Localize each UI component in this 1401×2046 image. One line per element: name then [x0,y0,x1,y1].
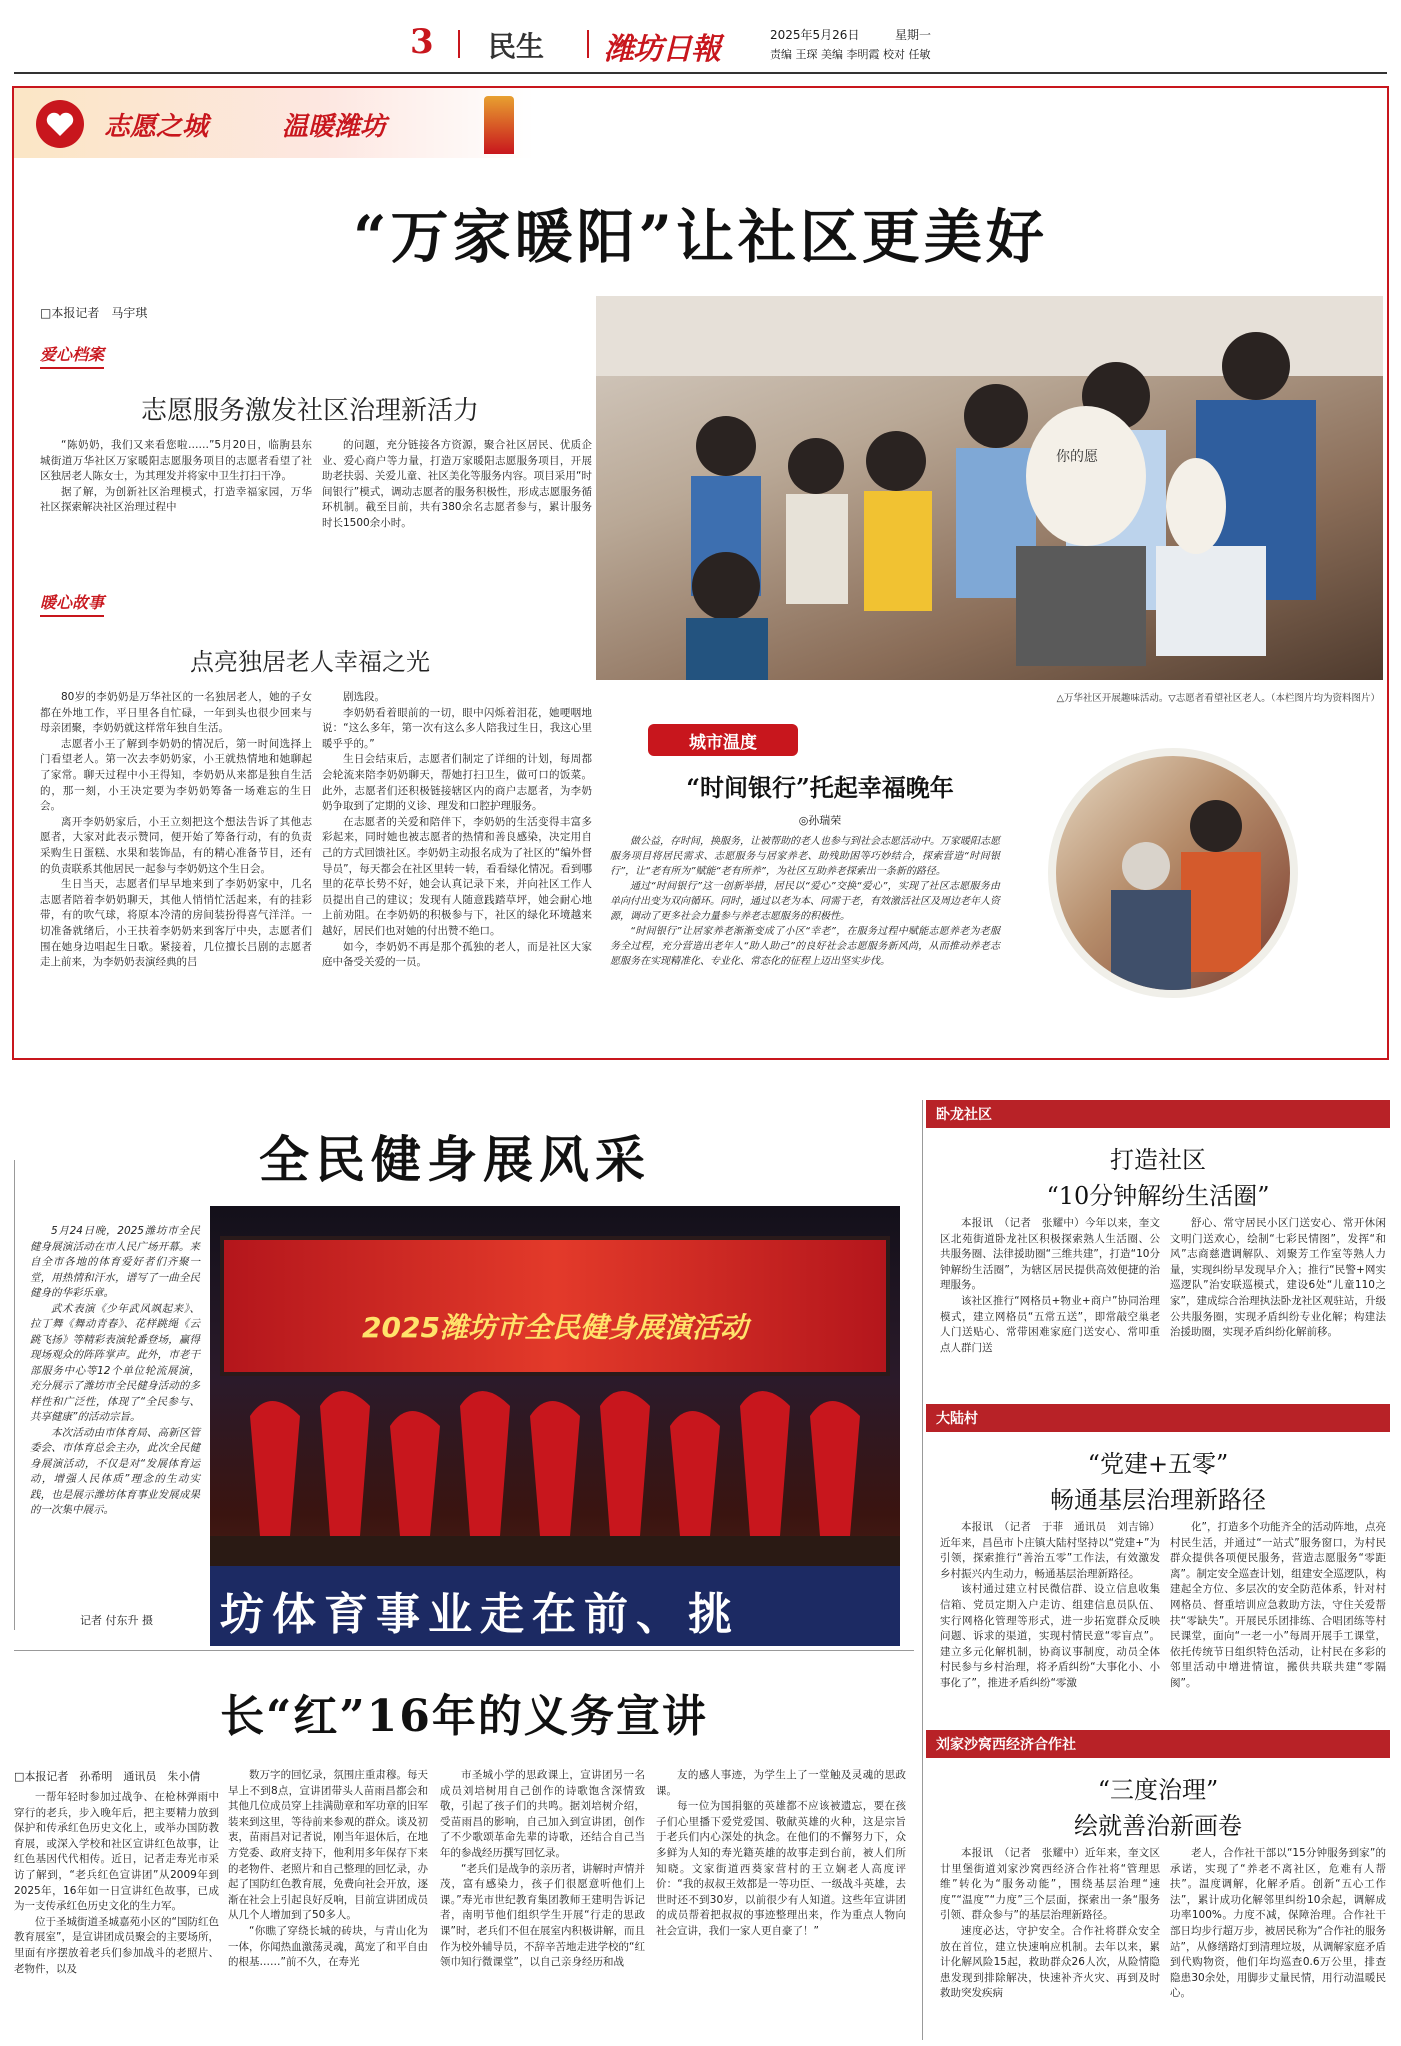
lecture-column-3 [440,1768,645,1971]
article-paragraph: 5月24日晚，2025潍坊市全民健身展演活动在市人民广场开幕。来自全市各地的体育爱好者们齐聚一堂，用热情和汗水，谱写了一曲全民健身的华彩乐章。 [30,1225,200,1299]
article-paragraph: 80岁的李奶奶是万华社区的一名独居老人，她的子女都在外地工作，平日里各自忙碌，一年到头也很少回来与母亲团聚，李奶奶就这样常年独自生活。 [40,691,312,735]
banner-title-left: 志愿之城 [104,112,209,142]
wolong-head-1: 打造社区 [1110,1146,1206,1174]
right-column-rule [922,1100,923,2040]
stage-slogan-text: 坊体育事业走在前、挑 [220,1589,740,1640]
article-paragraph: 本报讯 （记者 张耀中）今年以来，奎文区北苑街道卧龙社区积极探索熟人生活圈、公共服务圈、法律援助圈“三维共建”，打造“10分钟解纷生活圈”，为辖区居民提供高效便捷的治理服务。 [940,1217,1160,1292]
volunteer-banner [14,88,534,158]
liujiasha-tag: 刘家沙窝西经济合作社 [926,1730,1390,1758]
fitness-credit: 记者 付东升 摄 [80,1614,153,1627]
stage-banner-text: 2025潍坊市全民健身展演活动 [362,1311,748,1344]
article-paragraph: 剧选段。 [343,691,385,703]
fitness-text [30,1224,200,1519]
fitness-side-rule [14,1160,15,1630]
article-paragraph: 本报讯 （记者 于菲 通讯员 刘吉锦）近年来，昌邑市卜庄镇大陆村坚持以“党建+”为引领，探索推行“善治五零”工作法，有效激发乡村振兴内生动力，畅通基层治理新路径。 [940,1521,1160,1580]
lecture-top-rule [14,1650,914,1651]
story-column-1 [40,690,312,971]
article-paragraph: 生日当天，志愿者们早早地来到了李奶奶家中，几名志愿者陪着李奶奶聊天，其他人悄悄忙活起来，有的挂彩带，有的吹气球，将原本冷清的房间装扮得喜气洋洋。一切准备就绪后，小王扶着李奶奶来到客厅中央，志愿者们围在她身边唱起生日歌。紧接着，几位擅长吕剧的志愿者走上前来，为李奶奶表演经典的吕 [40,878,312,969]
article-paragraph: 李奶奶看着眼前的一切，眼中闪烁着泪花，她哽咽地说：“这么多年，第一次有这么多人陪我过生日，我这心里暖乎乎的。” [322,706,592,750]
daluncun-tag: 大陆村 [926,1404,1390,1432]
lecture-headline: 长“红”16年的义务宣讲 [220,1691,708,1742]
banner-title-right: 温暖潍坊 [282,112,387,142]
lead-paragraph: 据了解，为创新社区治理模式，打造幸福家园，万华社区探索解决社区治理过程中 [40,485,312,514]
liujiasha-head-2: 绘就善治新画卷 [1074,1812,1242,1840]
daluncun-head-2: 畅通基层治理新路径 [1050,1486,1266,1514]
article-paragraph: 每一位为国捐躯的英雄都不应该被遗忘，要在孩子们心里播下爱党爱国、敬献英雄的火种，这是宗旨于老兵们内心深处的执念。在他们的不懈努力下，众多鲜为人知的寿光籍英雄的故事走到台前，被人们所知晓。文家街道西葵家营村的王立娴老人高度评价：“我的叔叔王效都是一等功臣、一级战斗英雄，去世时还不到30岁，以前很少有人知道。这些年宣讲团的成员帮着把叔叔的事迹整理出来，作为重点人物向社会宣讲，我们一家人更自豪了！” [656,1800,906,1937]
article-paragraph: 该村通过建立村民微信群、设立信息收集信箱、党员定期入户走访、组建信息员队伍、实行网格化管理等形式，进一步拓宽群众反映问题、诉求的渠道，实现村情民意“零盲点”。建立多元化解机制，协商议事制度，动员全体村民参与乡村治理，将矛盾纠纷“大事化小、小事化了”，推进矛盾纠纷“零激 [940,1583,1160,1689]
article-paragraph: 在志愿者的关爱和陪伴下，李奶奶的生活变得丰富多彩起来，同时她也被志愿者的热情和善良感染，决定用自己的方式回馈社区。李奶奶主动报名成为了社区的“编外督导员”，每天都会在社区里转一转，看看绿化情况。看到哪里的花草长势不好，她会认真记录下来，并向社区工作人员提出自己的建议；发现有人随意践踏草坪，她会耐心地上前劝阻。在李奶奶的积极参与下，社区的绿化环境越来越好，居民们也对她的付出赞不绝口。 [322,815,592,937]
article-paragraph: 老人，合作社干部以“15分钟服务到家”的承诺，实现了“养老不离社区，危难有人帮扶”。温度调解，化解矛盾。创新“五心工作法”，累计成功化解邻里纠纷10余起，调解成功率100%。力度不减，保障治理。合作社干部日均步行超万步，被居民称为“合作社的服务站”，从修缮路灯到清理垃圾，从调解家庭矛盾到代购物资，他们年均巡查0.6万公里，排查隐患30余处，用脚步丈量民情，用行动温暖民心。 [1170,1847,1386,2000]
lecture-column-1 [14,1790,219,1977]
time-bank-kicker: 城市温度 [689,733,757,753]
lecture-column-2 [228,1768,428,1971]
paper-logo: 潍坊日報 [604,32,720,67]
article-paragraph: 友的感人事迹，为学生上了一堂触及灵魂的思政课。 [656,1769,906,1797]
liujiasha-column-2 [1170,1846,1386,2002]
masthead-divider-2 [587,30,589,58]
kicker-love-archive: 爱心档案 [40,342,104,365]
article-paragraph: 市圣城小学的思政课上，宣讲团另一名成员刘培树用自己创作的诗歌饱含深情致敬，引起了孩子们的共鸣。据刘培树介绍，受苗雨昌的影响，自己加入到宣讲团，创作了不少歌颂革命先辈的诗歌，还结合自己当年的参战经历撰写回忆录。 [440,1769,645,1859]
article-paragraph: 舒心、常守居民小区门送安心、常开休闲文明门送欢心，绘制“七彩民情图”，发挥“和风”志商慈遣调解队、刘聚芳工作室等熟人力量，实现纠纷早发现早介入；推行“民警+网实巡逻队”治安联巡模式，建设6处“儿童110之家”，建成综合治理执法卧龙社区观驻站，升级公共服务圈，实现矛盾纠纷专业化解；构建法治援助圈，实现矛盾纠纷化解前移。 [1170,1217,1386,1339]
article-paragraph: 武术表演《少年武风飒起来》、拉丁舞《舞动青春》、花样跳绳《云跳飞扬》等精彩表演轮番登场，赢得现场观众的阵阵掌声。此外，市老干部服务中心等12个单位轮流展演，充分展示了潍坊市全民健身活动的多样性和广泛性，体现了“全民参与、共享健康”的活动宗旨。 [30,1302,200,1423]
article-paragraph: 一帮年轻时参加过战争、在枪林弹雨中穿行的老兵，步入晚年后，把主要精力放到保护和传承红色历史文化上，或举办国防教育展，或深入学校和社区宣讲红色故事，让红色基因代代相传。近日，记者走寿光市采访了解到，“老兵红色宣讲团”从2009年到2025年，16年如一日宣讲红色故事，已成为一支传承红色历史文化的生力军。 [14,1791,219,1913]
article-paragraph: 该社区推行“网格员+物业+商户”协同治理模式，建立网格员“五常五送”，即常敲空巢老人门送贴心、常带困难家庭门送安心、常叩重点人群门送 [940,1294,1160,1354]
plate-handwriting: 你的愿 [1056,449,1098,465]
article-paragraph: “你瞧了穿绕长城的砖块，与青山化为一体，你闻热血激荡灵魂，萬宠了和平自由的根基……”前不久，在寿光 [228,1924,428,1969]
article-paragraph: 离开李奶奶家后，小王立刻把这个想法告诉了其他志愿者，大家对此表示赞同，便开始了筹备行动，有的负责采购生日蛋糕、水果和装饰品，有的精心准备节目，还有的负责联系其他居民一起参与李奶奶这个生日会。 [40,815,312,875]
heart-logo-icon [36,100,84,148]
masthead [0,0,1401,72]
lecture-column-4 [656,1768,906,1940]
lead-paragraph: “陈奶奶，我们又来看您啦……”5月20日，临朐县东城街道万华社区万家暖阳志愿服务项目的志愿者看望了社区独居老人陈女士，为其理发并将家中卫生打扫干净。 [40,439,312,483]
photo-caption: △万华社区开展趣味活动。▽志愿者看望社区老人。（本栏图片均为资料图片） [1056,693,1380,704]
time-bank-byline: ◎孙瑞荣 [798,814,842,827]
community-activity-photo [596,296,1383,680]
fitness-stage-photo [210,1206,900,1646]
article-paragraph: 生日会结束后，志愿者们制定了详细的计划，每周都会轮流来陪李奶奶聊天，帮她打扫卫生，做可口的饭菜。此外，志愿者们还积极链接辖区内的商户志愿者，为李奶奶争取到了定期的义诊、理发和口腔护理服务。 [322,753,592,813]
article-paragraph: 速度必达，守护安全。合作社将群众安全放在首位，建立快速响应机制。去年以来，累计化解风险15起，救助群众26人次，从险情隐患发现到排除解决，快速补齐火灾、再到及时救助突发疾病 [940,1924,1160,2000]
time-bank-headline: “时间银行”托起幸福晚年 [686,773,954,802]
article-paragraph: 数万字的回忆录，氛围庄重肃穆。每天早上不到8点，宣讲团带头人苗雨昌都会和其他几位成员穿上挂满勋章和军功章的旧军装来到这里，等待前来参观的群众。谈及初衷，苗雨昌对记者说，刚当年退休后，在地方党委、政府支持下，他利用多年保存下来的老物件、老照片和自己整理的回忆录，办起了国防红色教育展，免费向社会开放，逐渐在社会上引起良好反响，目前宣讲团成员从几个人增加到了50多人。 [228,1769,428,1922]
section-name: 民生 [488,30,545,63]
time-bank-paragraph: “时间银行”让居家养老渐渐变成了小区“幸老”，在服务过程中赋能志愿养老为老服务全过程，充分营造出老年人“助人助己”的良好社会志愿服务新风尚，从而推动养老志愿服务在实现精准化、专业化、常态化的征程上迈出坚实步伐。 [610,926,1000,967]
masthead-divider-1 [458,30,460,58]
kicker-warm-story: 暖心故事 [40,590,104,613]
masthead-rule [14,72,1387,74]
subheadline-2: 点亮独居老人幸福之光 [190,648,430,676]
page-number: 3 [410,22,434,62]
elderly-visit-photo [1048,748,1298,998]
article-paragraph: 位于圣城街道圣城嘉苑小区的“国防红色教育展室”，是宣讲团成员聚会的主要场所，里面有序摆放着老兵们参加战斗的老照片、老物件，以及 [14,1915,219,1975]
subheadline-1: 志愿服务激发社区治理新活力 [140,396,479,426]
wolong-tag: 卧龙社区 [926,1100,1390,1128]
lead-byline: □本报记者 马宇琪 [40,306,148,320]
story-column-2 [322,690,592,971]
wolong-head-2: “10分钟解纷生活圈” [1046,1182,1270,1210]
lecture-byline: □本报记者 孙希明 通讯员 朱小倩 [14,1770,201,1783]
staff-credits: 责编 王琛 美编 李明霞 校对 任敏 [770,48,931,61]
article-paragraph: 本报讯 （记者 张耀中）近年来，奎文区廿里堡街道刘家沙窝西经济合作社将“管理思维”转化为“服务动能”，围绕基层治理“速度”“温度”“力度”三个层面，探索出一条“服务引领、群众参与”的基层治理新路径。 [940,1847,1160,1922]
lead-column-2 [322,438,592,532]
lead-column-1 [40,438,312,516]
daluncun-head-1: “党建+五零” [1087,1450,1229,1478]
fitness-headline: 全民健身展风采 [259,1130,651,1189]
issue-date: 2025年5月26日 [770,28,860,42]
article-paragraph: 化”，打造多个功能齐全的活动阵地，点亮村民生活，并通过“一站式”服务窗口，为村民群众提供各项便民服务，营造志愿服务“零距离”。制定安全巡查计划，组建安全巡逻队，构建起全方位、多层次的安全防范体系，针对村网格员、督重培训应急救助方法，守住关爱帮扶“零缺失”。开展民乐团排练、合唱团练等村民课堂，面向“一老一小”每周开展手工课堂，依托传统节日组织特色活动，让村民在多彩的邻里活动中增进情谊，搬供共联共建“零隔阂”。 [1170,1521,1386,1689]
issue-weekday: 星期一 [895,28,932,42]
liujiasha-head-1: “三度治理” [1097,1776,1219,1804]
daluncun-column-2 [1170,1520,1386,1692]
lead-headline: “万家暖阳”让社区更美好 [353,203,1048,271]
time-bank-paragraph: 做公益，存时间，换服务，让被帮助的老人也参与到社会志愿活动中。万家暖阳志愿服务项目将居民需求、志愿服务与居家养老、助残助困等巧妙结合，探索营造“时间银行”，让“老有所为”赋能“老有所养”，为社区互助养老探索出一条新的路径。 [610,836,1000,877]
time-bank-paragraph: 通过“时间银行”这一创新举措，居民以“爱心”交换“爱心”，实现了社区志愿服务由单向付出变为双向循环。同时，通过以老为本、同需于老，有效激活社区及周边老年人资源，调动了更多社会力量参与养老志愿服务的积极性。 [610,881,1000,922]
liujiasha-column-1 [940,1846,1160,2002]
article-paragraph: 志愿者小王了解到李奶奶的情况后，第一时间选择上门看望老人。第一次去李奶奶家，小王就热情地和她聊起了家常。聊天过程中小王得知，李奶奶从来都是独自生活的，那一刻，小王决定要为李奶奶筹备一场难忘的生日会。 [40,737,312,813]
daluncun-column-1 [940,1520,1160,1692]
article-paragraph: 如今，李奶奶不再是那个孤独的老人，而是社区大家庭中备受关爱的一员。 [322,940,592,969]
lead-paragraph: 的问题，充分链接各方资源，聚合社区居民、优质企业、爱心商户等力量，打造万家暖阳志愿服务项目，开展助老扶弱、关爱儿童、社区美化等服务内容。项目采用“时间银行”模式，调动志愿者的服务积极性，形成志愿服务循环机制。截至目前，共有380余名志愿者参与，累计服务时长1500余小时。 [322,439,592,529]
building-icon [484,96,514,154]
wolong-column-2 [1170,1216,1386,1341]
article-paragraph: 本次活动由市体育局、高新区管委会、市体育总会主办，此次全民健身展演活动，不仅是对“发展体育运动，增强人民体质”理念的生动实践，也是展示潍坊体育事业发展成果的一次集中展示。 [30,1426,200,1516]
article-paragraph: “老兵们是战争的亲历者，讲解时声情并茂，富有感染力，孩子们很愿意听他们上课。”寿光市世纪教育集团教师王建明告诉记者，南明节他们组织学生开展“行走的思政课”时，老兵们不但在展室内积极讲解，而且作为校外辅导员，不辞辛苦地走进学校的“红领巾知行微课堂”，以自己亲身经历和战 [440,1862,645,1969]
wolong-column-1 [940,1216,1160,1356]
time-bank-body [610,834,1000,969]
